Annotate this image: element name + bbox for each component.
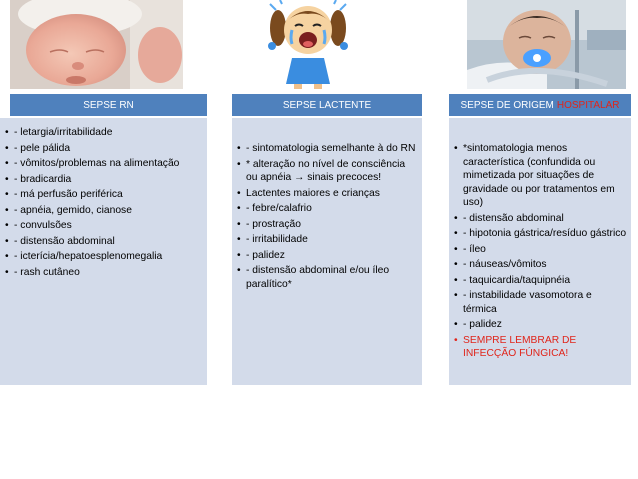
newborn-photo [10, 0, 183, 89]
list-item: • - icterícia/hepatoesplenomegalia [4, 250, 203, 264]
sepse-rn-panel [0, 118, 207, 385]
list-item: • - palidez [236, 249, 416, 263]
hospital-baby-photo [467, 0, 626, 89]
sepse-hospitalar-title: SEPSE DE ORIGEM [460, 99, 554, 111]
list-item: • - distensão abdominal [4, 235, 203, 249]
list-item: • - náuseas/vômitos [453, 258, 627, 272]
list-item: • - distensão abdominal [453, 212, 627, 226]
sepse-hospitalar-list [453, 142, 627, 361]
list-item: • - bradicardia [4, 173, 203, 187]
list-item: • - irritabilidade [236, 233, 416, 247]
list-item: • - pele pálida [4, 142, 203, 156]
sepse-rn-header [10, 94, 207, 116]
list-item: • - taquicardia/taquipnéia [453, 274, 627, 288]
list-item: • - hipotonia gástrica/resíduo gástrico [453, 227, 627, 241]
list-item: • - má perfusão periférica [4, 188, 203, 202]
list-item: • Lactentes maiores e crianças [236, 187, 416, 201]
list-item: • - apnéia, gemido, cianose [4, 204, 203, 218]
list-item: • - vômitos/problemas na alimentação [4, 157, 203, 171]
list-item: • * alteração no nível de consciência ou apnéia → sinais precoces! [236, 158, 416, 185]
list-item: • *sintomatologia menos característica (confundida ou mimetizada por situações de gravidade ou por tratamentos em uso) [453, 142, 627, 210]
list-item: • - convulsões [4, 219, 203, 233]
list-item: • - rash cutâneo [4, 266, 203, 280]
cartoon-child-icon [262, 0, 354, 89]
list-item: • - prostração [236, 218, 416, 232]
list-item: • - instabilidade vasomotora e térmica [453, 289, 627, 316]
fungal-infection-alert: • SEMPRE LEMBRAR DE INFECÇÃO FÚNGICA! [453, 334, 627, 361]
list-item: • - sintomatologia semelhante à do RN [236, 142, 416, 156]
sepse-hospitalar-header [449, 94, 631, 116]
list-item: • - febre/calafrio [236, 202, 416, 216]
sepse-rn-title: SEPSE RN [83, 99, 134, 111]
list-item: • - íleo [453, 243, 627, 257]
list-item: • - letargia/irritabilidade [4, 126, 203, 140]
list-item: • - palidez [453, 318, 627, 332]
hospitalar-highlight: HOSPITALAR [556, 99, 620, 111]
list-item: • - distensão abdominal e/ou íleo paralítico* [236, 264, 416, 291]
sepse-lactente-title: SEPSE LACTENTE [282, 99, 372, 111]
sepse-lactente-panel [232, 118, 422, 385]
sepse-hospitalar-panel [449, 118, 631, 385]
sepse-lactente-header [232, 94, 422, 116]
sepse-rn-list [4, 126, 203, 279]
sepse-lactente-list [236, 142, 416, 291]
